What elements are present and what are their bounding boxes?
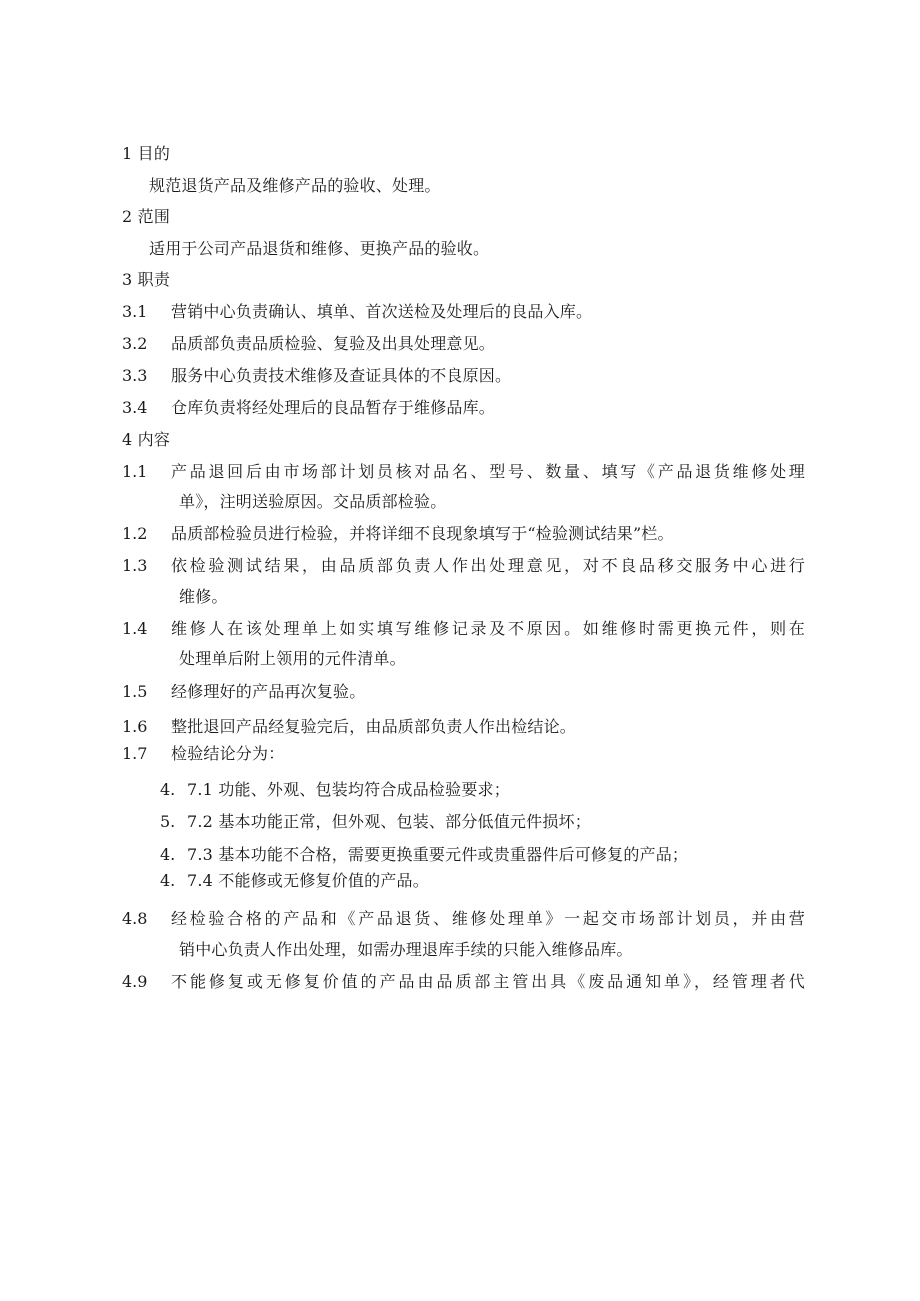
item-number: 1.3	[122, 556, 148, 575]
item-number: 4.9	[122, 972, 148, 991]
sub-item-text: 7.3 基本功能不合格，需要更换重要元件或贵重器件后可修复的产品；	[187, 845, 689, 864]
sub-item-number: 4.	[160, 871, 176, 890]
item-text: 不能修复或无修复价值的产品由品质部主管出具《废品通知单》，经管理者代	[171, 972, 805, 991]
item-number: 1.2	[122, 524, 148, 543]
item-text: 依检验测试结果，由品质部负责人作出处理意见，对不良品移交服务中心进行	[171, 556, 805, 575]
item-text: 检验结论分为：	[171, 744, 285, 763]
item-text: 经检验合格的产品和《产品退货、维修处理单》一起交市场部计划员，并由营	[171, 909, 805, 928]
item-text: 服务中心负责技术维修及查证具体的不良原因。	[171, 366, 512, 385]
section-1-heading: 1 目的	[122, 144, 171, 163]
item-text-continuation: 处理单后附上领用的元件清单。	[179, 649, 406, 668]
item-text: 维修人在该处理单上如实填写维修记录及不原因。如维修时需更换元件，则在	[171, 619, 805, 638]
section-1-body: 规范退货产品及维修产品的验收、处理。	[149, 176, 441, 195]
item-number: 3.4	[122, 398, 148, 417]
item-number: 3.3	[122, 366, 148, 385]
sub-item-text: 7.1 功能、外观、包装均符合成品检验要求；	[187, 780, 510, 799]
item-text: 整批退回产品经复验完后，由品质部负责人作出检结论。	[171, 717, 577, 736]
item-number: 1.4	[122, 619, 148, 638]
item-number: 3.1	[122, 302, 148, 321]
sub-item-number: 5.	[160, 812, 176, 831]
section-3-heading: 3 职责	[122, 270, 171, 289]
sub-item-text: 7.4 不能修或无修复价值的产品。	[187, 871, 429, 890]
item-number: 3.2	[122, 334, 148, 353]
section-4-heading: 4 内容	[122, 430, 171, 449]
section-2-body: 适用于公司产品退货和维修、更换产品的验收。	[149, 239, 490, 258]
item-text: 品质部负责品质检验、复验及出具处理意见。	[171, 334, 496, 353]
item-number: 4.8	[122, 909, 148, 928]
sub-item-number: 4.	[160, 780, 176, 799]
item-text: 品质部检验员进行检验，并将详细不良现象填写于“检验测试结果”栏。	[171, 524, 674, 543]
sub-item-number: 4.	[160, 845, 176, 864]
sub-item-text: 7.2 基本功能正常，但外观、包装、部分低值元件损坏；	[187, 812, 591, 831]
item-text: 经修理好的产品再次复验。	[171, 682, 366, 701]
item-number: 1.5	[122, 682, 148, 701]
item-text-continuation: 单》，注明送验原因。交品质部检验。	[179, 492, 447, 511]
section-2-heading: 2 范围	[122, 207, 171, 226]
item-number: 1.6	[122, 717, 148, 736]
item-text-continuation: 销中心负责人作出处理，如需办理退库手续的只能入维修品库。	[179, 940, 633, 959]
item-text: 营销中心负责确认、填单、首次送检及处理后的良品入库。	[171, 302, 593, 321]
item-number: 1.7	[122, 744, 148, 763]
item-text-continuation: 维修。	[179, 587, 228, 606]
item-text: 产品退回后由市场部计划员核对品名、型号、数量、填写《产品退货维修处理	[171, 462, 805, 481]
item-number: 1.1	[122, 462, 148, 481]
item-text: 仓库负责将经处理后的良品暂存于维修品库。	[171, 398, 496, 417]
